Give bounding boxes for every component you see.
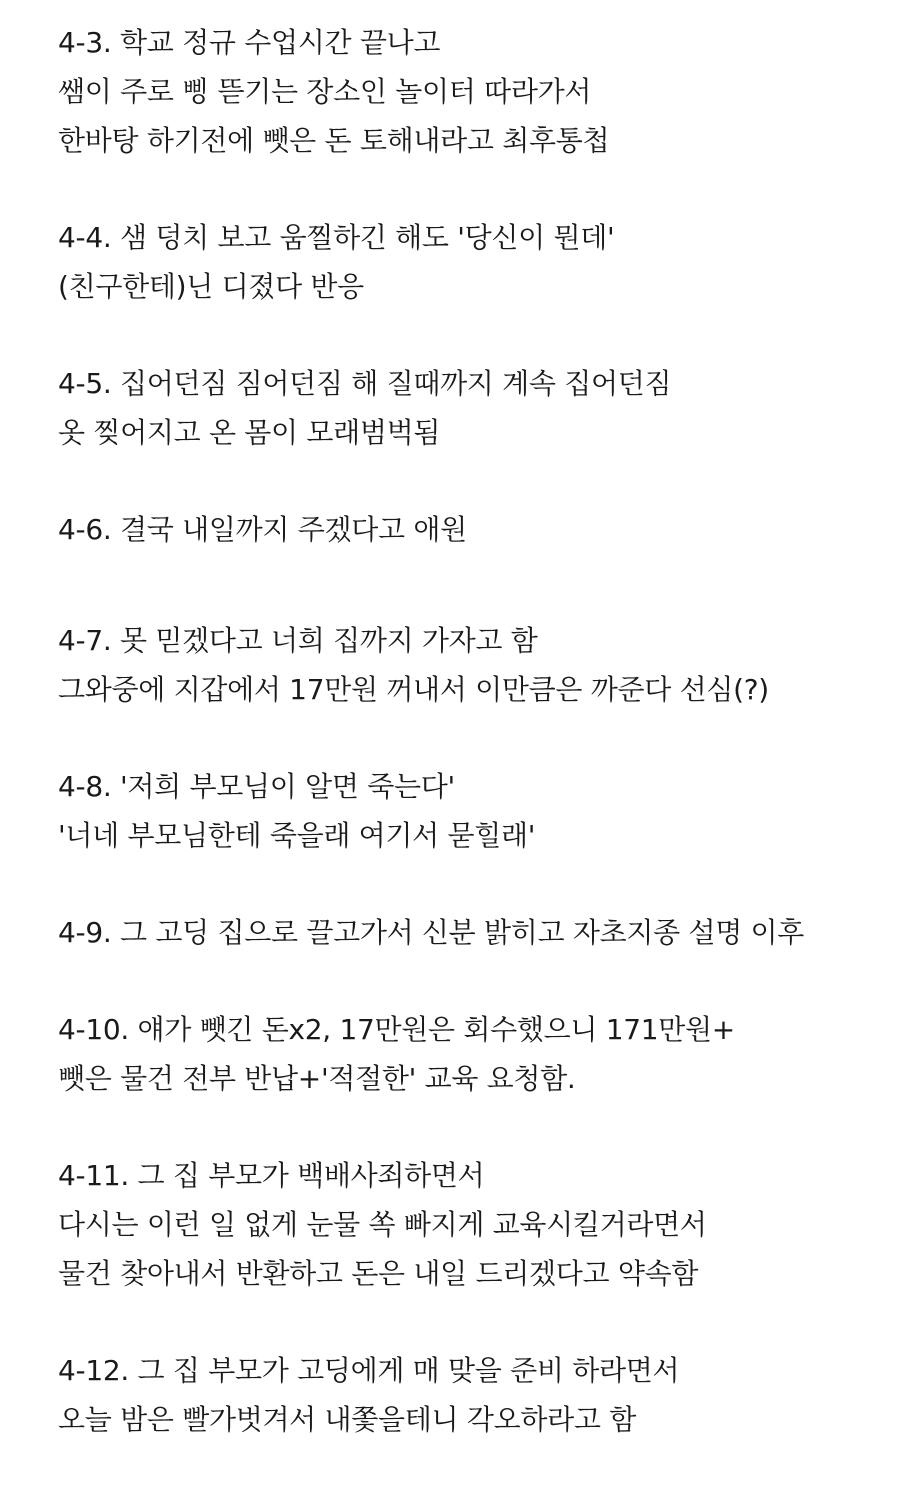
paragraph-4-11 xyxy=(58,1151,888,1298)
text-line: (친구한테)닌 디졌다 반응 xyxy=(58,270,364,303)
text-line: 뺏은 물건 전부 반납+'적절한' 교육 요청함. xyxy=(58,1062,576,1095)
text-line: 4-10. 얘가 뺏긴 돈x2, 17만원은 회수했으니 171만원+ xyxy=(58,1013,735,1046)
text-line: 4-6. 결국 내일까지 주겠다고 애원 xyxy=(58,513,467,546)
paragraph-4-8 xyxy=(58,762,888,860)
paragraph-4-6 xyxy=(58,505,888,554)
paragraph-4-4 xyxy=(58,213,888,311)
text-line: 오늘 밤은 빨가벗겨서 내쫓을테니 각오하라고 함 xyxy=(58,1403,636,1436)
text-line: 쌤이 주로 삥 뜯기는 장소인 놀이터 따라가서 xyxy=(58,75,592,108)
paragraph-4-7 xyxy=(58,616,888,714)
text-line: 그와중에 지갑에서 17만원 꺼내서 이만큼은 까준다 선심(?) xyxy=(58,673,769,706)
text-line: 4-9. 그 고딩 집으로 끌고가서 신분 밝히고 자초지종 설명 이후 xyxy=(58,916,805,949)
text-line: 4-3. 학교 정규 수업시간 끝나고 xyxy=(58,26,441,59)
paragraph-4-3 xyxy=(58,18,888,165)
paragraph-4-12 xyxy=(58,1346,888,1444)
text-line: 4-12. 그 집 부모가 고딩에게 매 맞을 준비 하라면서 xyxy=(58,1354,680,1387)
text-line: 4-7. 못 믿겠다고 너희 집까지 가자고 함 xyxy=(58,624,538,657)
text-line: 물건 찾아내서 반환하고 돈은 내일 드리겠다고 약속함 xyxy=(58,1257,699,1290)
paragraph-4-10 xyxy=(58,1005,888,1103)
text-line: 4-5. 집어던짐 짐어던짐 해 질때까지 계속 집어던짐 xyxy=(58,367,672,400)
text-line: 옷 찢어지고 온 몸이 모래범벅됨 xyxy=(58,416,441,449)
text-line: 다시는 이런 일 없게 눈물 쏙 빠지게 교육시킬거라면서 xyxy=(58,1208,707,1241)
paragraph-4-9 xyxy=(58,908,888,957)
text-line: 한바탕 하기전에 뺏은 돈 토해내라고 최후통첩 xyxy=(58,124,610,157)
text-line: 4-4. 샘 덩치 보고 움찔하긴 해도 '당신이 뭔데' xyxy=(58,221,615,254)
document-body xyxy=(58,18,888,1444)
paragraph-4-5 xyxy=(58,359,888,457)
text-line: '너네 부모님한테 죽을래 여기서 묻힐래' xyxy=(58,819,536,852)
text-line: 4-11. 그 집 부모가 백배사죄하면서 xyxy=(58,1159,485,1192)
text-line: 4-8. '저희 부모님이 알면 죽는다' xyxy=(58,770,455,803)
